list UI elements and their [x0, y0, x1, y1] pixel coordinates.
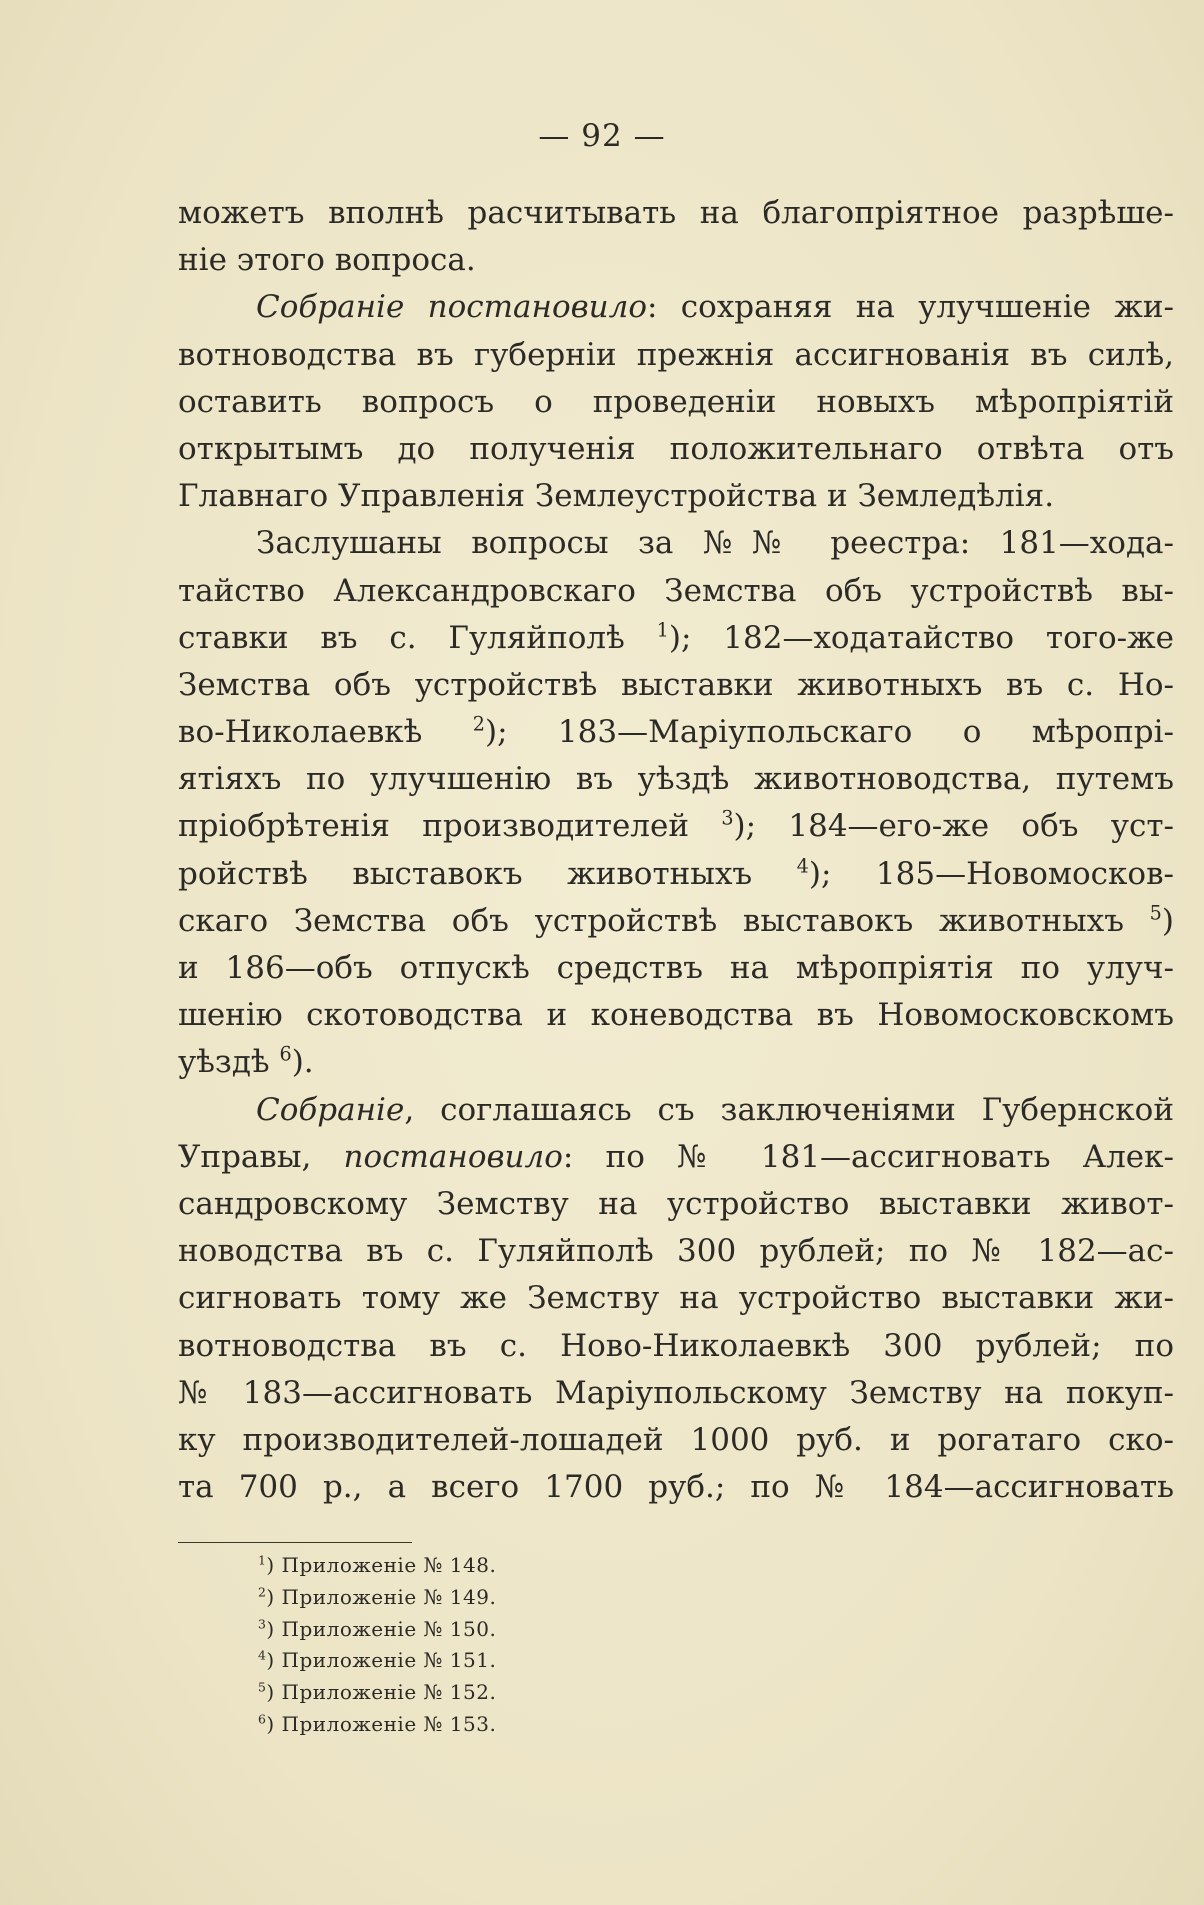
text-line	[178, 1134, 1174, 1181]
text-line: и 186—объ отпускѣ средствъ на мѣропріятія по улуч-	[178, 950, 1174, 986]
text-line: оставить вопросъ о проведеніи новыхъ мѣропріятій	[178, 383, 1174, 420]
footnote-mark: 2	[258, 1584, 267, 1600]
text-run: скаго Земства объ устройствѣ выставокъ животныхъ	[178, 902, 1150, 939]
footnote-ref: 3	[721, 807, 734, 831]
footnote	[258, 1709, 496, 1741]
text-line	[178, 284, 1174, 331]
footnote-ref: 2	[472, 712, 485, 736]
text-run: ); 184—его-же объ уст-	[733, 808, 1174, 845]
text-line: новодства въ с. Гуляйполѣ 300 рублей; по № 182—ас-	[178, 1233, 1174, 1270]
text-line: № 183—ассигновать Маріупольскому Земству на покуп-	[178, 1374, 1174, 1411]
footnotes	[258, 1550, 496, 1741]
text-line	[178, 1039, 1174, 1086]
text-line: вотноводства въ губерніи прежнія ассигнованія въ силѣ,	[178, 336, 1174, 373]
footnote-ref: 4	[796, 854, 809, 878]
text-line: Земства объ устройствѣ выставки животныхъ въ с. Но-	[178, 666, 1174, 703]
text-line: шенію скотоводства и коневодства въ Новомосковскомъ	[178, 997, 1174, 1034]
footnote	[258, 1677, 496, 1709]
footnote-ref: 6	[279, 1043, 292, 1067]
text-run: : по № 181—ассигновать Алек-	[562, 1138, 1174, 1175]
footnote-text: ) Приложеніе № 153.	[266, 1711, 497, 1736]
footnote-text: ) Приложеніе № 152.	[266, 1680, 497, 1705]
text-run: : сохраняя на улучшеніе жи-	[647, 289, 1174, 326]
text-run: , соглашаясь съ заключеніями Губернской	[404, 1091, 1174, 1128]
footnote	[258, 1645, 496, 1677]
footnote-divider	[178, 1542, 412, 1543]
footnote-text: ) Приложеніе № 148.	[266, 1553, 497, 1577]
text-line	[178, 851, 1174, 898]
footnote-mark: 5	[258, 1679, 267, 1695]
text-run: ); 183—Маріупольскаго о мѣропрі-	[484, 714, 1174, 751]
text-line: тайство Александровскаго Земства объ устройствѣ вы-	[178, 572, 1174, 609]
footnote-text: ) Приложеніе № 150.	[266, 1616, 497, 1641]
text-line	[178, 898, 1174, 945]
text-run: во-Николаевкѣ	[178, 714, 473, 751]
body-text	[178, 190, 1174, 1511]
text-line: та 700 р., а всего 1700 руб.; по № 184—ассигновать	[178, 1469, 1174, 1506]
text-line: сандровскому Земству на устройство выставки живот-	[178, 1185, 1174, 1222]
text-run: ройствѣ выставокъ животныхъ	[178, 855, 797, 892]
footnote-mark: 6	[258, 1711, 267, 1727]
footnote-mark: 3	[258, 1615, 267, 1631]
footnote-ref: 1	[656, 618, 669, 642]
text-line: открытымъ до полученія положительнаго отвѣта отъ	[178, 430, 1174, 467]
text-run: Управы,	[178, 1138, 344, 1175]
text-line	[178, 1087, 1174, 1134]
text-line: Главнаго Управленія Землеустройства и Земледѣлія.	[178, 478, 1055, 515]
text-line: вотноводства въ с. Ново-Николаевкѣ 300 рублей; по	[178, 1327, 1174, 1364]
text-line: ку производителей-лошадей 1000 руб. и рогатаго ско-	[178, 1421, 1174, 1458]
footnote	[258, 1550, 496, 1582]
text-line: ніе этого вопроса.	[178, 242, 476, 279]
text-line	[178, 709, 1174, 756]
text-run: ); 185—Новомосков-	[808, 855, 1174, 892]
text-run: ).	[291, 1044, 314, 1081]
text-run: уѣздѣ	[178, 1044, 280, 1081]
text-line	[178, 615, 1174, 662]
text-run: )	[1161, 902, 1174, 939]
text-run: ставки въ с. Гуляйполѣ	[178, 619, 657, 656]
text-line	[178, 803, 1174, 850]
footnote	[258, 1582, 496, 1614]
footnote-text: ) Приложеніе № 149.	[266, 1584, 497, 1609]
footnote-text: ) Приложеніе № 151.	[266, 1648, 497, 1673]
text-line: можетъ вполнѣ расчитывать на благопріятное разрѣше-	[178, 195, 1174, 231]
italic-term: постановило	[343, 1138, 563, 1175]
text-run: ); 182—ходатайство того-же	[668, 619, 1174, 656]
text-line: ятіяхъ по улучшенію въ уѣздѣ животноводства, путемъ	[178, 761, 1174, 798]
footnote-mark: 4	[258, 1647, 267, 1663]
italic-lead: Собраніе	[256, 1091, 405, 1128]
text-line: сигновать тому же Земству на устройство выставки жи-	[178, 1280, 1174, 1317]
footnote	[258, 1614, 496, 1646]
page-number: — 92 —	[538, 118, 666, 154]
footnote-ref: 5	[1149, 901, 1162, 925]
text-run: пріобрѣтенія производителей	[178, 808, 722, 845]
italic-lead: Собраніе постановило	[256, 289, 648, 326]
text-line: Заслушаны вопросы за №№ реестра: 181—хода-	[256, 525, 1174, 562]
footnote-mark: 1	[258, 1552, 267, 1568]
